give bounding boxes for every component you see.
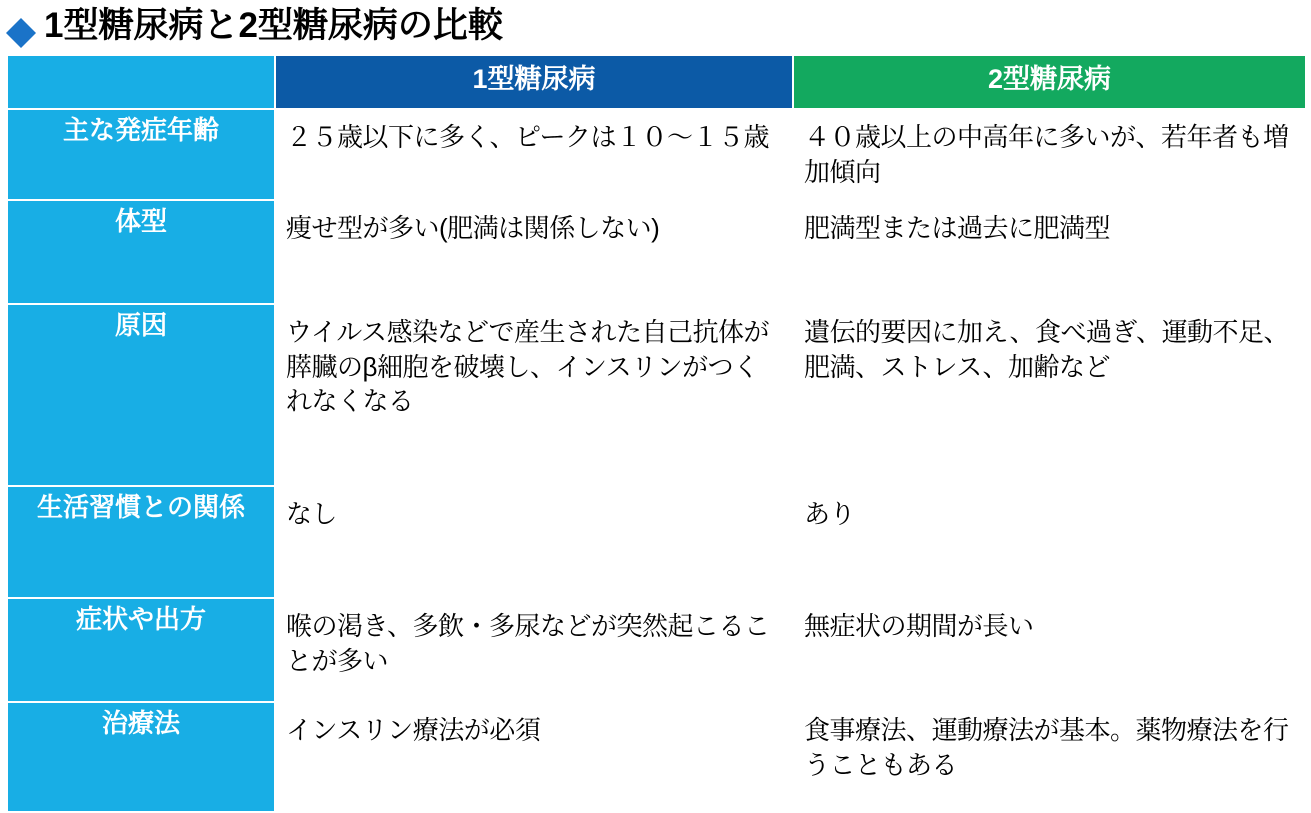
row-label-body-type: 体型 — [7, 200, 275, 304]
cell-type2-body-type: 肥満型または過去に肥満型 — [793, 200, 1306, 304]
table-row — [7, 486, 1306, 598]
cell-type2-treatment: 食事療法、運動療法が基本。薬物療法を行うこともある — [793, 702, 1306, 812]
table-row — [7, 702, 1306, 812]
row-label-cause: 原因 — [7, 304, 275, 486]
table-body — [7, 109, 1306, 812]
table-row — [7, 598, 1306, 702]
table-header — [7, 55, 1306, 109]
cell-type1-onset-age: ２５歳以下に多く、ピークは１０〜１５歳 — [275, 109, 793, 200]
table-corner-cell — [7, 55, 275, 109]
diamond-bullet-icon — [6, 3, 36, 33]
cell-type2-cause: 遺伝的要因に加え、食べ過ぎ、運動不足、肥満、ストレス、加齢など — [793, 304, 1306, 486]
comparison-table — [6, 54, 1307, 813]
cell-type1-lifestyle-relation: なし — [275, 486, 793, 598]
cell-type1-body-type: 痩せ型が多い(肥満は関係しない) — [275, 200, 793, 304]
row-label-onset-age: 主な発症年齢 — [7, 109, 275, 200]
row-label-symptoms: 症状や出方 — [7, 598, 275, 702]
column-header-type1: 1型糖尿病 — [275, 55, 793, 109]
cell-type1-symptoms: 喉の渇き、多飲・多尿などが突然起こることが多い — [275, 598, 793, 702]
table-row — [7, 200, 1306, 304]
table-row — [7, 109, 1306, 200]
cell-type1-treatment: インスリン療法が必須 — [275, 702, 793, 812]
table-row — [7, 304, 1306, 486]
cell-type2-onset-age: ４０歳以上の中高年に多いが、若年者も増加傾向 — [793, 109, 1306, 200]
row-label-lifestyle-relation: 生活習慣との関係 — [7, 486, 275, 598]
page-title: 1型糖尿病と2型糖尿病の比較 — [44, 5, 503, 45]
cell-type2-lifestyle-relation: あり — [793, 486, 1306, 598]
table-header-row — [7, 55, 1306, 109]
cell-type2-symptoms: 無症状の期間が長い — [793, 598, 1306, 702]
title-row — [0, 0, 1311, 50]
column-header-type2: 2型糖尿病 — [793, 55, 1306, 109]
cell-type1-cause: ウイルス感染などで産生された自己抗体が膵臓のβ細胞を破壊し、インスリンがつくれなくなる — [275, 304, 793, 486]
row-label-treatment: 治療法 — [7, 702, 275, 812]
